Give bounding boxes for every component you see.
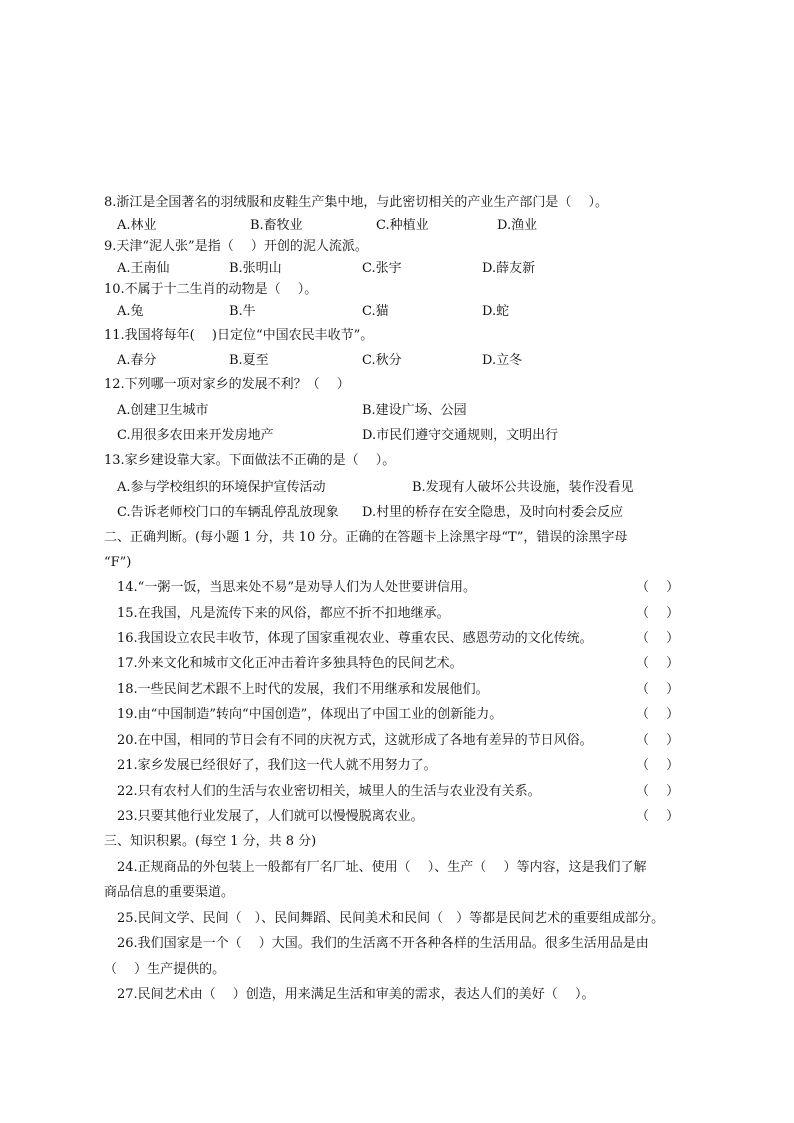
question-8-stem: 8.浙江是全国著名的羽绒服和皮鞋生产集中地，与此密切相关的产业生产部门是（ ）。 — [104, 195, 609, 210]
option-c: C.张宇 — [362, 261, 402, 276]
option-c: C.秋分 — [362, 353, 402, 368]
answer-paren: （ ） — [636, 784, 680, 799]
answer-paren: （ ） — [636, 631, 680, 646]
question-24-line1: 24.正规商品的外包装上一般都有厂名厂址、使用（ ）、生产（ ）等内容，这是我们了解 — [117, 860, 647, 875]
answer-paren: （ ） — [636, 758, 680, 773]
answer-paren: （ ） — [636, 809, 680, 824]
option-c: C.猫 — [362, 304, 389, 319]
judgement-item: 23.只要其他行业发展了，人们就可以慢慢脱离农业。 — [117, 809, 424, 824]
judgement-item: 14.“一粥一饭，当思来处不易”是劝导人们为人处世要讲信用。 — [117, 580, 476, 595]
option-a: A.林业 — [117, 218, 157, 233]
option-a: A.王南仙 — [117, 261, 170, 276]
question-26-line2: （ ）生产提供的。 — [104, 962, 226, 977]
option-d: D.薛友新 — [482, 261, 536, 276]
answer-paren: （ ） — [636, 707, 680, 722]
question-25: 25.民间文学、民间（ ）、民间舞蹈、民间美术和民间（ ）等都是民间艺术的重要组成部分。 — [117, 911, 665, 926]
question-11-stem: 11.我国将每年( )日定位“中国农民丰收节”。 — [104, 328, 374, 343]
question-10-stem: 10.不属于十二生肖的动物是（ ）。 — [104, 282, 318, 297]
option-d: D.立冬 — [482, 353, 523, 368]
judgement-item: 16.我国设立农民丰收节，体现了国家重视农业、尊重农民、感恩劳动的文化传统。 — [117, 631, 593, 646]
answer-paren: （ ） — [636, 580, 680, 595]
judgement-item: 19.由“中国制造”转向“中国创造”，体现出了中国工业的创新能力。 — [117, 707, 503, 722]
judgement-item: 15.在我国，凡是流传下来的风俗，都应不折不扣地继承。 — [117, 606, 450, 621]
judgement-item: 18.一些民间艺术跟不上时代的发展，我们不用继承和发展他们。 — [117, 682, 489, 697]
option-a: A.创建卫生城市 — [117, 403, 209, 418]
option-b: B.张明山 — [229, 261, 282, 276]
question-27: 27.民间艺术由（ ）创造，用来满足生活和审美的需求，表达人们的美好（ ）。 — [117, 987, 595, 1002]
option-b: B.发现有人破坏公共设施，装作没看见 — [412, 480, 634, 495]
option-b: B.建设广场、公园 — [362, 403, 467, 418]
judgement-item: 21.家乡发展已经很好了，我们这一代人就不用努力了。 — [117, 758, 437, 773]
question-24-line2: 商品信息的重要渠道。 — [104, 885, 235, 900]
option-d: D.村里的桥存在安全隐患，及时向村委会反应 — [362, 505, 624, 520]
answer-paren: （ ） — [636, 606, 680, 621]
option-a: A.春分 — [117, 353, 157, 368]
judgement-item: 20.在中国，相同的节日会有不同的庆祝方式，这就形成了各地有差异的节日风俗。 — [117, 733, 593, 748]
option-d: D.市民们遵守交通规则，文明出行 — [362, 428, 559, 443]
answer-paren: （ ） — [636, 656, 680, 671]
option-a: A.兔 — [117, 304, 144, 319]
option-b: B.牛 — [229, 304, 256, 319]
judgement-item: 22.只有农村人们的生活与农业密切相关，城里人的生活与农业没有关系。 — [117, 784, 541, 799]
question-13-stem: 13.家乡建设靠大家。下面做法不正确的是（ ）。 — [104, 453, 396, 468]
question-12-stem: 12.下列哪一项对家乡的发展不利？（ ） — [104, 377, 350, 392]
question-9-stem: 9.天津“泥人张”是指（ ）开创的泥人流派。 — [104, 239, 368, 254]
option-c: C.用很多农田来开发房地产 — [117, 428, 274, 443]
option-b: B.夏至 — [229, 353, 269, 368]
option-b: B.畜牧业 — [250, 218, 303, 233]
option-d: D.蛇 — [482, 304, 510, 319]
section-2-heading: 二、正确判断。(每小题 1 分，共 10 分。正确的在答题卡上涂黑字母“T”，错误的涂黑字母 — [104, 530, 628, 545]
option-c: C.告诉老师校门口的车辆乱停乱放现象 — [117, 505, 339, 520]
section-3-heading: 三、知识积累。(每空 1 分，共 8 分) — [104, 834, 317, 849]
option-a: A.参与学校组织的环境保护宣传活动 — [117, 480, 326, 495]
answer-paren: （ ） — [636, 733, 680, 748]
option-d: D.渔业 — [497, 218, 538, 233]
section-2-heading-cont: “F”) — [104, 555, 132, 570]
option-c: C.种植业 — [376, 218, 429, 233]
judgement-item: 17.外来文化和城市文化正冲击着许多独具特色的民间艺术。 — [117, 656, 463, 671]
question-26-line1: 26.我们国家是一个（ ）大国。我们的生活离不开各种各样的生活用品。很多生活用品是由 — [117, 936, 649, 951]
answer-paren: （ ） — [636, 682, 680, 697]
